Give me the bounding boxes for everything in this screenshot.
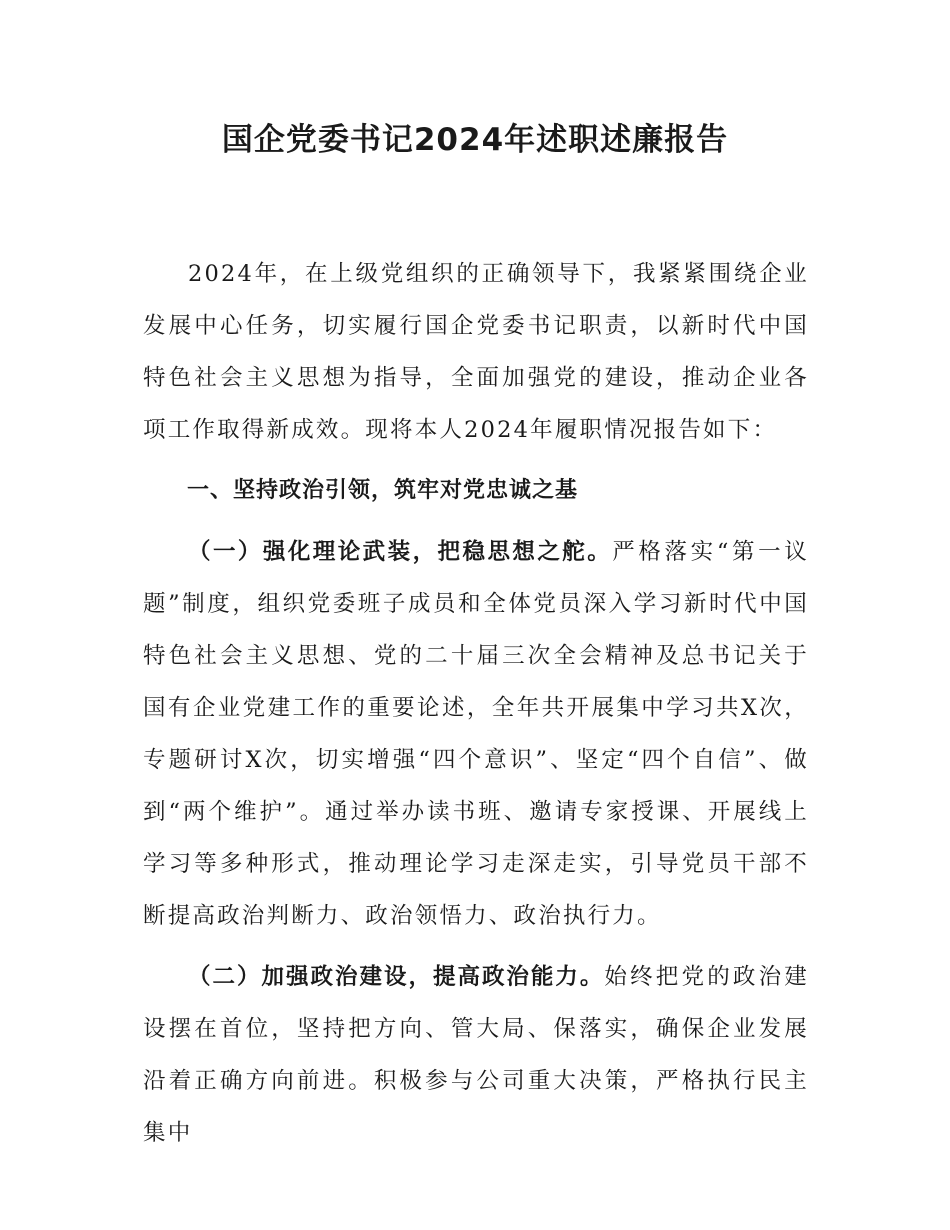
intro-paragraph: 2024年，在上级党组织的正确领导下，我紧紧围绕企业发展中心任务，切实履行国企党委书记职责，以新时代中国特色社会主义思想为指导，全面加强党的建设，推动企业各项工作取得新成效。现将本人2024年履职情况报告如下： [143, 261, 809, 443]
paragraph-item-1 [143, 526, 809, 942]
document-title: 国企党委书记2024年述职述廉报告 [221, 122, 729, 158]
item-2-text: 始终把党的政治建设摆在首位，坚持把方向、管大局、保落实，确保企业发展沿着正确方向前进。积极参与公司重大决策，严格执行民主集中 [143, 964, 809, 1146]
paragraph-item-2 [143, 951, 809, 1159]
item-2-lead: （二）加强政治建设，提高政治能力。 [188, 964, 605, 990]
item-1-lead: （一）强化理论武装，把稳思想之舵。 [188, 539, 613, 565]
section-heading: 一、坚持政治引领，筑牢对党忠诚之基 [187, 478, 579, 503]
item-1-text: 严格落实“第一议题”制度，组织党委班子成员和全体党员深入学习新时代中国特色社会主义思想、党的二十届三次全会精神及总书记关于国有企业党建工作的重要论述，全年共开展集中学习共X次，专题研讨X次，切实增强“四个意识”、坚定“四个自信”、做到“两个维护”。通过举办读书班、邀请专家授课、开展线上学习等多种形式，推动理论学习走深走实，引导党员干部不断提高政治判断力、政治领悟力、政治执行力。 [143, 539, 809, 929]
document-body [143, 248, 809, 1159]
